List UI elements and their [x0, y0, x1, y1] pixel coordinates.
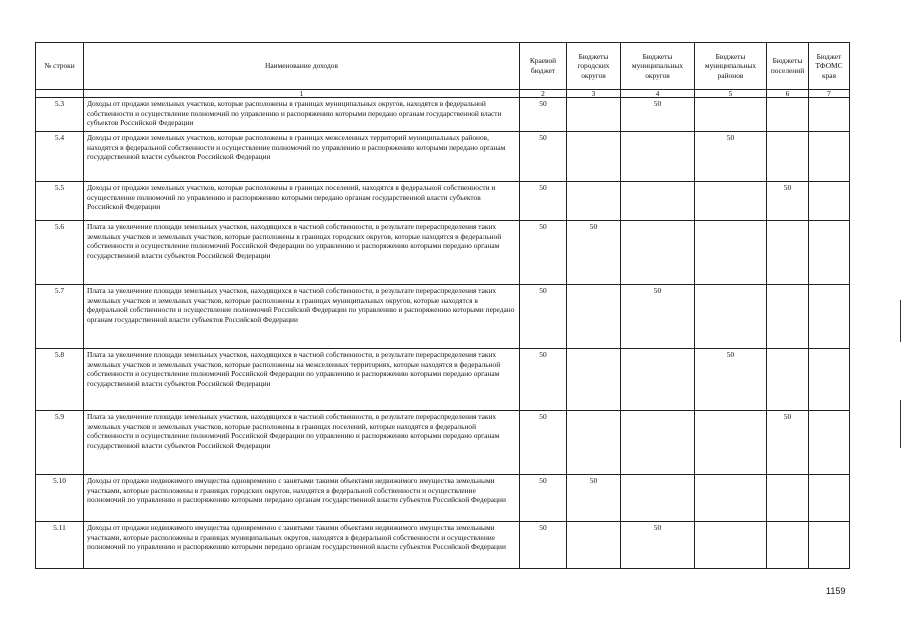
district-value: 50 [695, 132, 767, 182]
revenue-name: Доходы от продажи недвижимого имущества одновременно с занятыми такими объектами недвижимого имущества земельными участками, которые расположены в границах муниципальных округов, находятся в федеральной собственности и осуществление полномочий по управлению и распоряжению которыми передано органам государственной власти субъектов Российской Федерации [84, 522, 520, 569]
municipal-value [621, 221, 695, 285]
regional-value: 50 [520, 132, 567, 182]
revenue-name: Плата за увеличение площади земельных участков, находящихся в частной собственности, в результате перераспределения таких земельных участков и земельных участков, которые расположены в границах поселений, которые находятся в федеральной собственности и осуществление полномочий Российской Федерации по управлению и распоряжению которыми передано органам государственной власти субъектов Российской Федерации [84, 411, 520, 475]
district-value [695, 182, 767, 221]
header-regional-budget: Краевой бюджет [520, 43, 567, 90]
district-value [695, 475, 767, 522]
header-municipal-okrug-budgets: Бюджеты муниципальных округов [621, 43, 695, 90]
regional-value: 50 [520, 349, 567, 411]
column-number: 6 [767, 90, 809, 98]
column-number: 5 [695, 90, 767, 98]
regional-value: 50 [520, 285, 567, 349]
revenue-name: Плата за увеличение площади земельных участков, находящихся в частной собственности, в результате перераспределения таких земельных участков и земельных участков, которые расположены в границах муниципальных округов, которые находятся в федеральной собственности и осуществление полномочий Российской Федерации по управлению и распоряжению которыми передано органам государственной власти субъектов Российской Федерации [84, 285, 520, 349]
revenue-name: Плата за увеличение площади земельных участков, находящихся в частной собственности, в результате перераспределения таких земельных участков и земельных участков, которые расположены на межселенных территориях, которые находятся в федеральной собственности и осуществление полномочий Российской Федерации по управлению и распоряжению которыми передано органам государственной власти субъектов Российской Федерации [84, 349, 520, 411]
city-value: 50 [567, 221, 621, 285]
tfoms-value [809, 349, 850, 411]
header-tfoms-budget: Бюджет ТФОМС края [809, 43, 850, 90]
tfoms-value [809, 98, 850, 132]
municipal-value [621, 411, 695, 475]
revenue-name: Плата за увеличение площади земельных участков, находящихся в частной собственности, в результате перераспределения таких земельных участков и земельных участков, которые расположены в границах городских округов, которые находятся в федеральной собственности и осуществление полномочий Российской Федерации по управлению и распоряжению которыми передано органам государственной власти субъектов Российской Федерации [84, 221, 520, 285]
tfoms-value [809, 285, 850, 349]
table-row [36, 98, 850, 132]
district-value [695, 221, 767, 285]
city-value [567, 411, 621, 475]
table-row [36, 132, 850, 182]
municipal-value [621, 475, 695, 522]
settlement-value [767, 132, 809, 182]
row-number: 5.5 [36, 182, 84, 221]
city-value [567, 349, 621, 411]
district-value [695, 285, 767, 349]
tfoms-value [809, 132, 850, 182]
row-number: 5.3 [36, 98, 84, 132]
regional-value: 50 [520, 98, 567, 132]
header-municipal-district-budgets: Бюджеты муниципальных районов [695, 43, 767, 90]
table-row [36, 182, 850, 221]
row-number: 5.11 [36, 522, 84, 569]
row-number: 5.9 [36, 411, 84, 475]
settlement-value [767, 98, 809, 132]
column-number: 2 [520, 90, 567, 98]
municipal-value [621, 182, 695, 221]
column-number-empty [36, 90, 84, 98]
row-number: 5.7 [36, 285, 84, 349]
regional-value: 50 [520, 522, 567, 569]
municipal-value: 50 [621, 522, 695, 569]
table-row [36, 221, 850, 285]
header-settlement-budgets: Бюджеты поселений [767, 43, 809, 90]
municipal-value [621, 132, 695, 182]
municipal-value [621, 349, 695, 411]
tfoms-value [809, 182, 850, 221]
row-number: 5.4 [36, 132, 84, 182]
settlement-value: 50 [767, 411, 809, 475]
page-number: 1159 [826, 586, 846, 596]
tfoms-value [809, 475, 850, 522]
row-number: 5.10 [36, 475, 84, 522]
table-row [36, 349, 850, 411]
column-number-row [36, 90, 850, 98]
city-value [567, 98, 621, 132]
revenue-name: Доходы от продажи земельных участков, которые расположены в границах муниципальных округов, находятся в федеральной собственности и осуществление полномочий по управлению и распоряжению которыми передано органам государственной власти субъектов Российской Федерации [84, 98, 520, 132]
settlement-value [767, 221, 809, 285]
regional-value: 50 [520, 182, 567, 221]
table-row [36, 411, 850, 475]
header-revenue-name: Наименование доходов [84, 43, 520, 90]
district-value [695, 411, 767, 475]
tfoms-value [809, 522, 850, 569]
revenue-name: Доходы от продажи земельных участков, которые расположены в границах межселенных территорий муниципальных районов, находятся в федеральной собственности и осуществление полномочий по управлению и распоряжению которыми передано органам государственной власти субъектов Российской Федерации [84, 132, 520, 182]
settlement-value [767, 285, 809, 349]
district-value [695, 522, 767, 569]
tfoms-value [809, 221, 850, 285]
regional-value: 50 [520, 411, 567, 475]
tfoms-value [809, 411, 850, 475]
city-value [567, 285, 621, 349]
row-number: 5.6 [36, 221, 84, 285]
revenue-distribution-table [35, 42, 850, 569]
settlement-value: 50 [767, 182, 809, 221]
regional-value: 50 [520, 221, 567, 285]
column-number: 3 [567, 90, 621, 98]
settlement-value [767, 349, 809, 411]
row-number: 5.8 [36, 349, 84, 411]
regional-value: 50 [520, 475, 567, 522]
district-value [695, 98, 767, 132]
header-city-budgets: Бюджеты городских округов [567, 43, 621, 90]
header-row-number: № строки [36, 43, 84, 90]
scan-edge-mark [900, 300, 901, 342]
revenue-name: Доходы от продажи недвижимого имущества одновременно с занятыми такими объектами недвижимого имущества земельными участками, которые расположены в границах городских округов, находятся в федеральной собственности и осуществление полномочий по управлению и распоряжению которыми передано органам государственной власти субъектов Российской Федерации [84, 475, 520, 522]
column-number: 4 [621, 90, 695, 98]
settlement-value [767, 475, 809, 522]
district-value: 50 [695, 349, 767, 411]
table-row [36, 285, 850, 349]
city-value [567, 522, 621, 569]
revenue-name: Доходы от продажи земельных участков, которые расположены в границах поселений, находятся в федеральной собственности и осуществление полномочий по управлению и распоряжению которыми передано органам государственной власти субъектов Российской Федерации [84, 182, 520, 221]
table-row [36, 522, 850, 569]
column-number: 1 [84, 90, 520, 98]
scan-edge-mark [900, 400, 901, 448]
city-value: 50 [567, 475, 621, 522]
city-value [567, 132, 621, 182]
settlement-value [767, 522, 809, 569]
city-value [567, 182, 621, 221]
column-number: 7 [809, 90, 850, 98]
table-row [36, 475, 850, 522]
header-row [36, 43, 850, 90]
municipal-value: 50 [621, 285, 695, 349]
municipal-value: 50 [621, 98, 695, 132]
